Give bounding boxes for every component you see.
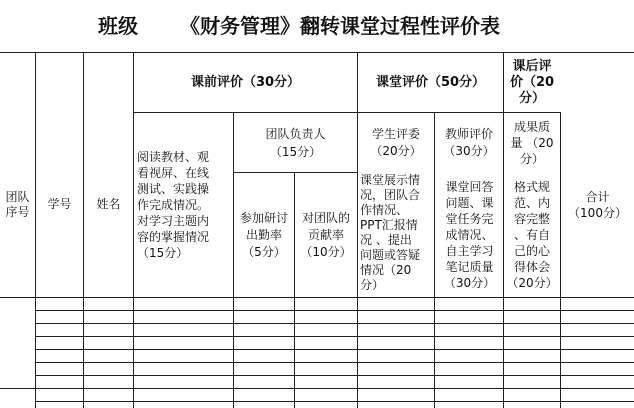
header-student-committee: 学生评委 （20分） xyxy=(370,126,422,158)
header-teacher-eval: 教师评价 （30分） xyxy=(443,126,495,158)
header-classroom-show: 课堂展示情 况，团队合 作情况、 PPT汇报情 况 、提出 问题或答疑 情况（20 分） xyxy=(360,173,421,292)
header-name: 姓名 xyxy=(96,197,121,211)
header-format-content: 格式规 范、内 容完整 、有自 己的心 得体会 （20分） xyxy=(506,180,558,290)
table-row-team-cell[interactable] xyxy=(0,298,35,388)
header-result-quality: 成果质 量 （20 分） xyxy=(510,119,554,166)
header-team-no: 团队 序号 xyxy=(5,189,30,219)
evaluation-table xyxy=(0,52,634,408)
table-row-team-cell[interactable] xyxy=(0,389,35,408)
header-answer-tasks: 课堂回答 问题、课 堂任务完 成情况、 自主学习 笔记质量 （30分） xyxy=(443,180,496,290)
header-contribution: 对团队的 贡献率 （10分） xyxy=(300,210,352,259)
header-reading: 阅读教材、观 看视屏、在线 测试、实践操 作完成情况。 对学习主题内 容的掌握情况 （15分） xyxy=(137,150,210,260)
title-bar xyxy=(0,8,634,38)
header-pre-class: 课前评价（30分） xyxy=(190,75,301,90)
class-label: 班级 xyxy=(98,14,138,38)
header-in-class: 课堂评价（50分） xyxy=(375,75,486,90)
header-after-class: 课后评 价（20 分） xyxy=(509,58,555,106)
header-total: 合计 （100分） xyxy=(568,190,627,220)
header-team-leader: 团队负责人 （15分） xyxy=(265,126,326,159)
header-student-no: 学号 xyxy=(47,197,72,211)
header-attendance: 参加研讨 出勤率 （5分） xyxy=(239,210,288,259)
table-title: 《财务管理》翻转课堂过程性评价表 xyxy=(180,14,500,38)
